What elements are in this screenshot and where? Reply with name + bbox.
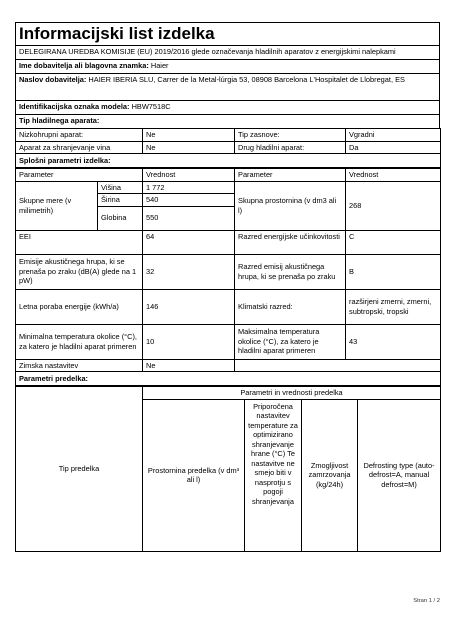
eei-value: 64 [143, 230, 235, 254]
winter-setting-blank [235, 359, 441, 372]
design-type-value: Vgradni [346, 129, 441, 142]
address-label: Naslov dobavitelja: [19, 75, 87, 84]
depth-label: Globina [98, 206, 143, 230]
supplier-label: Ime dobavitelja ali blagovna znamka: [19, 61, 149, 70]
max-temperature-value: 43 [346, 324, 441, 359]
max-temperature-label: Maksimalna temperatura okolice (°C), za katero je hladilni aparat primeren [235, 324, 346, 359]
col-parameter-header: Parameter [16, 169, 143, 182]
wine-storage-value: Ne [143, 141, 235, 154]
supplier-value: Haier [150, 61, 169, 70]
compartment-values-heading: Parametri in vrednosti predelka [143, 387, 441, 400]
model-label: Identifikacijska oznaka modela: [19, 102, 130, 111]
col-parameter-header-2: Parameter [235, 169, 346, 182]
total-volume-label: Skupna prostornina (v dm3 ali l) [235, 181, 346, 230]
compartment-parameters-table [15, 386, 441, 552]
noise-class-value: B [346, 254, 441, 289]
address-value: HAIER IBERIA SLU, Carrer de la Metal-lúrgia 53, 08908 Barcelona L'Hospitalet de Llobregat, ES [88, 75, 405, 84]
noise-emission-value: 32 [143, 254, 235, 289]
low-noise-label: Nizkohrupni aparat: [16, 129, 143, 142]
width-value: 540 [143, 194, 235, 207]
dimensions-label: Skupne mere (v milimetrih) [16, 181, 98, 230]
other-appliance-label: Drug hladilni aparat: [235, 141, 346, 154]
compartment-type-label: Tip predelka [16, 387, 143, 552]
depth-value: 550 [143, 206, 235, 230]
annual-energy-value: 146 [143, 289, 235, 324]
freezing-capacity-label: Zmogljivost zamrzovanja (kg/24h) [302, 399, 358, 551]
product-info-sheet [15, 22, 440, 552]
climate-class-label: Klimatski razred: [235, 289, 346, 324]
page-number: Stran 1 / 2 [413, 598, 440, 604]
general-parameters-heading: Splošni parametri izdelka: [16, 154, 441, 168]
other-appliance-value: Da [346, 141, 441, 154]
appliance-type-table [15, 128, 441, 168]
col-value-header: Vrednost [143, 169, 235, 182]
eei-label: EEI [16, 230, 143, 254]
recommended-temperature-label: Priporočena nastavitev temperature za optimizirano shranjevanje hrane (°C) Te nastavitve ne smejo biti v nasprotju s pogoji shranjevanja [245, 399, 302, 551]
address-row [15, 73, 440, 100]
winter-setting-value: Ne [143, 359, 235, 372]
min-temperature-label: Minimalna temperatura okolice (°C), za katero je hladilni aparat primeren [16, 324, 143, 359]
noise-emission-label: Emisije akustičnega hrupa, ki se prenaša po zraku (dB(A) glede na 1 pW) [16, 254, 143, 289]
winter-setting-label: Zimska nastavitev [16, 359, 143, 372]
climate-class-value: razširjeni zmerni, zmerni, subtropski, tropski [346, 289, 441, 324]
noise-class-label: Razred emisij akustičnega hrupa, ki se prenaša po zraku [235, 254, 346, 289]
col-value-header-2: Vrednost [346, 169, 441, 182]
width-label: Širina [98, 194, 143, 207]
annual-energy-label: Letna poraba energije (kWh/a) [16, 289, 143, 324]
wine-storage-label: Aparat za shranjevanje vina [16, 141, 143, 154]
energy-class-label: Razred energijske učinkovitosti [235, 230, 346, 254]
page-title: Informacijski list izdelka [15, 22, 440, 45]
design-type-label: Tip zasnove: [235, 129, 346, 142]
compartment-volume-label: Prostornina predelka (v dm³ ali l) [143, 399, 245, 551]
height-label: Višina [98, 181, 143, 194]
supplier-row [15, 59, 440, 73]
appliance-type-heading: Tip hladilnega aparata: [15, 114, 440, 128]
low-noise-value: Ne [143, 129, 235, 142]
height-value: 1 772 [143, 181, 235, 194]
regulation-subtitle: DELEGIRANA UREDBA KOMISIJE (EU) 2019/2016 glede označevanja hladilnih aparatov z energijskimi nalepkami [15, 45, 440, 59]
model-value: HBW7518C [131, 102, 171, 111]
defrosting-type-label: Defrosting type (auto-defrost=A, manual defrost=M) [358, 399, 441, 551]
general-parameters-table [15, 168, 441, 386]
total-volume-value: 268 [346, 181, 441, 230]
min-temperature-value: 10 [143, 324, 235, 359]
model-row [15, 100, 440, 114]
compartment-parameters-heading: Parametri predelka: [16, 372, 441, 386]
energy-class-value: C [346, 230, 441, 254]
